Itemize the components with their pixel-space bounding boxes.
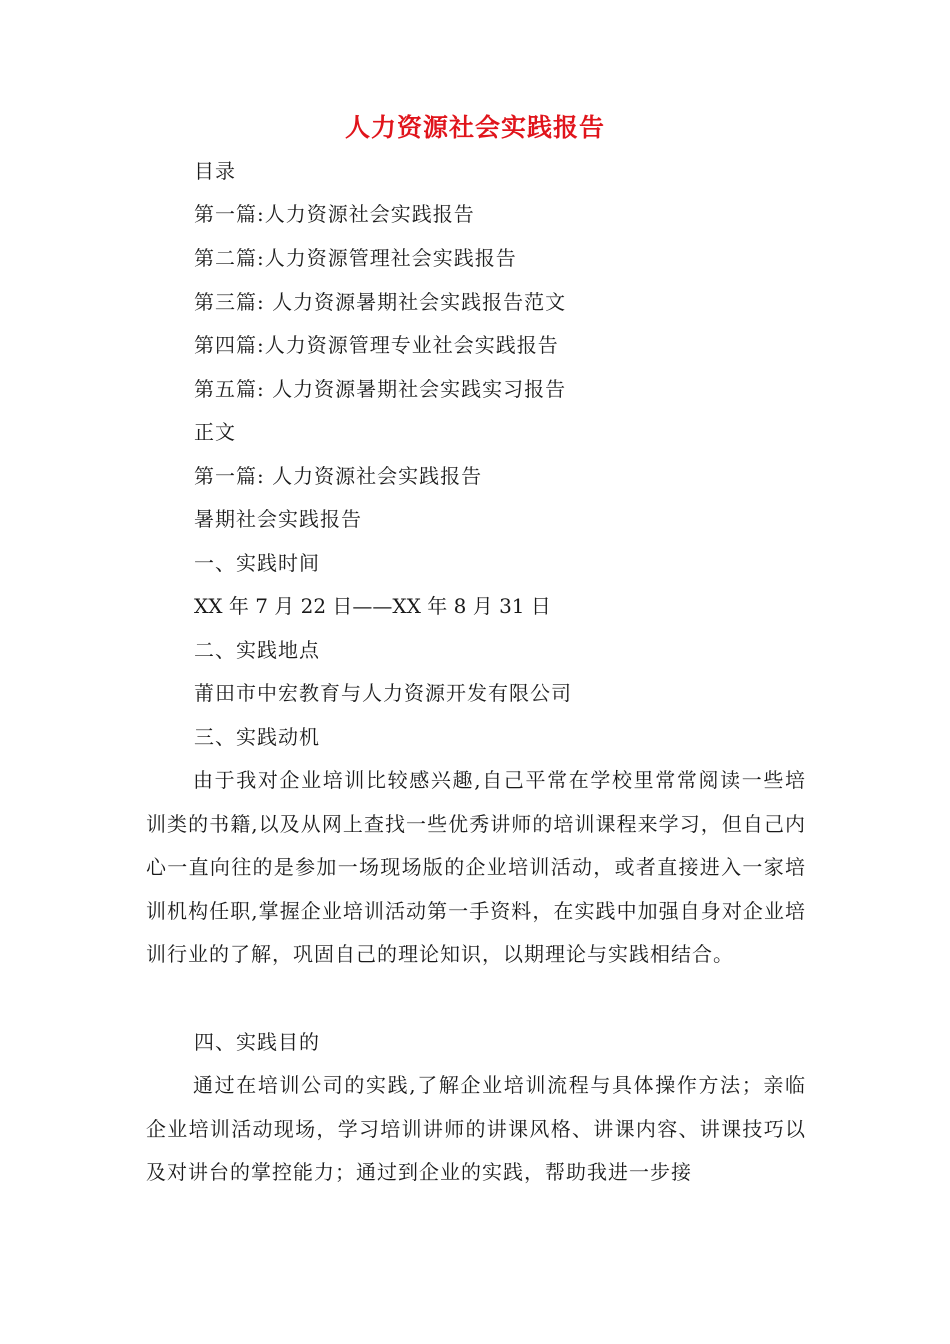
section-heading-goal: 四、实践目的 (194, 1030, 320, 1054)
practice-place: 莆田市中宏教育与人力资源开发有限公司 (194, 681, 572, 705)
toc-item: 第二篇:人力资源管理社会实践报告 (194, 246, 517, 270)
toc-item: 第四篇:人力资源管理专业社会实践报告 (194, 333, 559, 357)
document-title: 人力资源社会实践报告 (344, 113, 605, 142)
body-heading: 正文 (194, 420, 236, 444)
article-heading: 第一篇: 人力资源社会实践报告 (194, 464, 483, 488)
goal-paragraph: 通过在培训公司的实践,了解企业培训流程与具体操作方法；亲临企业培训活动现场，学习培训讲师的讲课风格、讲课内容、讲课技巧以及对讲台的掌控能力；通过到企业的实践，帮助我进一步接 (146, 1073, 806, 1184)
motive-paragraph: 由于我对企业培训比较感兴趣,自己平常在学校里常常阅读一些培训类的书籍,以及从网上查找一些优秀讲师的培训课程来学习，但自己内心一直向往的是参加一场现场版的企业培训活动，或者直接进入一家培训机构任职,掌握企业培训活动第一手资料，在实践中加强自身对企业培训行业的了解，巩固自己的理论知识，以期理论与实践相结合。 (146, 768, 806, 966)
section-heading-motive: 三、实践动机 (194, 725, 320, 749)
section-heading-time: 一、实践时间 (194, 551, 320, 575)
practice-time: XX 年 7 月 22 日——XX 年 8 月 31 日 (194, 594, 551, 618)
toc-item: 第五篇: 人力资源暑期社会实践实习报告 (194, 377, 567, 401)
section-heading-place: 二、实践地点 (194, 638, 320, 662)
toc-item: 第一篇:人力资源社会实践报告 (194, 202, 475, 226)
toc-heading: 目录 (194, 159, 236, 183)
report-title: 暑期社会实践报告 (194, 507, 362, 531)
toc-item: 第三篇: 人力资源暑期社会实践报告范文 (194, 290, 567, 314)
